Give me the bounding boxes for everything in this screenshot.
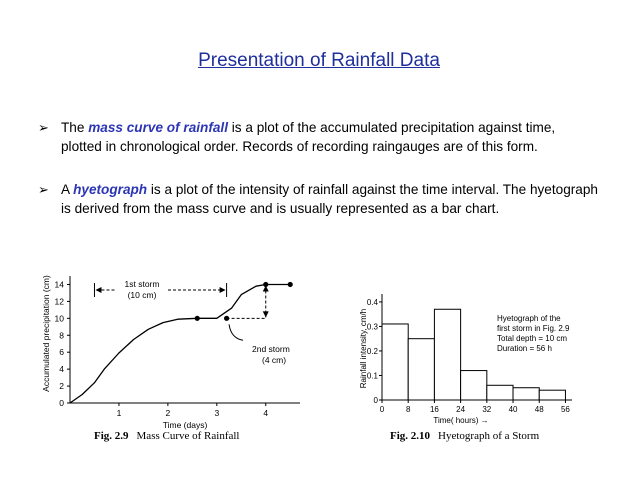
fig-2-10-y-tick-label: 0.4 (366, 297, 378, 307)
fig-2-10-x-tick-label: 40 (508, 405, 518, 414)
fig-2-10-bar (513, 388, 539, 400)
fig-2-9-storm2-arrowhead-top (263, 285, 269, 291)
fig-2-10-y-tick-label: 0.1 (366, 371, 378, 381)
fig-2-9-data-point (288, 282, 293, 287)
fig-2-10-x-tick-label: 32 (482, 405, 492, 414)
bullet-highlight: hyetograph (73, 182, 148, 197)
fig-2-10-y-tick-label: 0.3 (366, 322, 378, 332)
fig-2-10-y-tick-label: 0.2 (366, 346, 378, 356)
fig-2-10-bar (487, 385, 513, 400)
fig-2-9-y-tick-label: 4 (59, 364, 64, 375)
fig-2-10-legend-line: first storm in Fig. 2.9 (497, 324, 570, 333)
fig-2-9-y-tick-label: 2 (59, 381, 64, 392)
fig-2-10-bar (408, 339, 434, 400)
bullet-text-post: is a plot of the intensity of rainfall against the time interval. The hyetograph is derived from the mass curve and is usually represented as a bar chart. (61, 182, 598, 216)
fig-2-9-y-tick-label: 10 (54, 313, 64, 324)
fig-2-9-x-tick-label: 2 (165, 408, 171, 418)
fig-2-10-title: Hyetograph of a Storm (438, 430, 540, 442)
fig-2-9-x-axis-label: Time (days) (162, 420, 208, 430)
fig-2-9-y-tick-label: 14 (54, 279, 64, 290)
fig-2-10-bar (461, 371, 487, 400)
fig-2-9-label: Fig. 2.9 (94, 430, 129, 442)
fig-2-9-data-point (195, 316, 200, 321)
fig-2-9-storm2-amount: (4 cm) (262, 355, 287, 365)
fig-2-9-caption (94, 430, 239, 442)
fig-2-9-y-tick-label: 0 (59, 398, 64, 408)
fig-2-9-y-tick-label: 12 (54, 296, 64, 307)
fig-2-9-storm1-label: 1st storm (124, 279, 160, 289)
bullet-text-pre: A (61, 182, 74, 197)
fig-2-9-storm2-arrowhead-bottom (263, 311, 269, 317)
fig-2-10-bar (539, 390, 565, 400)
fig-2-9-x-tick-label: 4 (263, 408, 269, 418)
bullet-highlight: mass curve of rainfall (88, 120, 228, 135)
fig-2-9-storm2-leader (229, 324, 243, 340)
bullet-text-post: is a plot of the accumulated precipitation against time, plotted in chronological order. Records of recording raingauges are of this form. (61, 120, 556, 154)
fig-2-10-x-tick-label: 16 (429, 405, 439, 414)
fig-2-10-x-tick-label: 56 (560, 405, 570, 414)
fig-2-9-x-tick-label: 3 (214, 408, 220, 418)
fig-2-9-y-tick-label: 8 (59, 330, 64, 341)
fig-2-9-x-tick-label: 1 (116, 408, 122, 418)
fig-2-10-x-tick-label: 0 (379, 405, 385, 414)
fig-2-9-storm1-arrowhead-right (220, 287, 226, 293)
fig-2-10-label: Fig. 2.10 (390, 430, 431, 442)
fig-2-9-title: Mass Curve of Rainfall (136, 430, 240, 442)
fig-2-10-y-axis-label: Rainfall intensity, cm/h (359, 308, 368, 389)
arrow-bullet-icon: ➢ (38, 120, 49, 135)
fig-2-10-legend-line: Duration = 56 h (497, 344, 552, 353)
fig-2-9-storm1-arrowhead-left (95, 287, 101, 293)
fig-2-10-x-tick-label: 48 (534, 405, 544, 414)
bullet-text-pre: The (61, 120, 89, 135)
fig-2-10-bar (434, 309, 460, 400)
fig-2-10-x-tick-label: 8 (405, 405, 411, 414)
fig-2-9-storm1-amount: (10 cm) (127, 290, 157, 300)
fig-2-9-y-axis-label: Accumulated precipitation (cm) (41, 275, 51, 392)
fig-2-10-x-axis-label: Time( hours) → (433, 416, 489, 425)
slide-title: Presentation of Rainfall Data (198, 50, 440, 71)
fig-2-10-y-tick-label: 0 (373, 396, 378, 405)
fig-2-10-caption (390, 430, 539, 442)
fig-2-9-storm2-label: 2nd storm (252, 344, 290, 354)
fig-2-10-legend-line: Total depth = 10 cm (497, 334, 568, 343)
fig-2-10-bar (382, 324, 408, 400)
fig-2-10-legend-line: Hyetograph of the (497, 314, 561, 323)
fig-2-10-x-tick-label: 24 (456, 405, 466, 414)
fig-2-9-y-tick-label: 6 (59, 347, 64, 358)
arrow-bullet-icon: ➢ (38, 182, 49, 197)
